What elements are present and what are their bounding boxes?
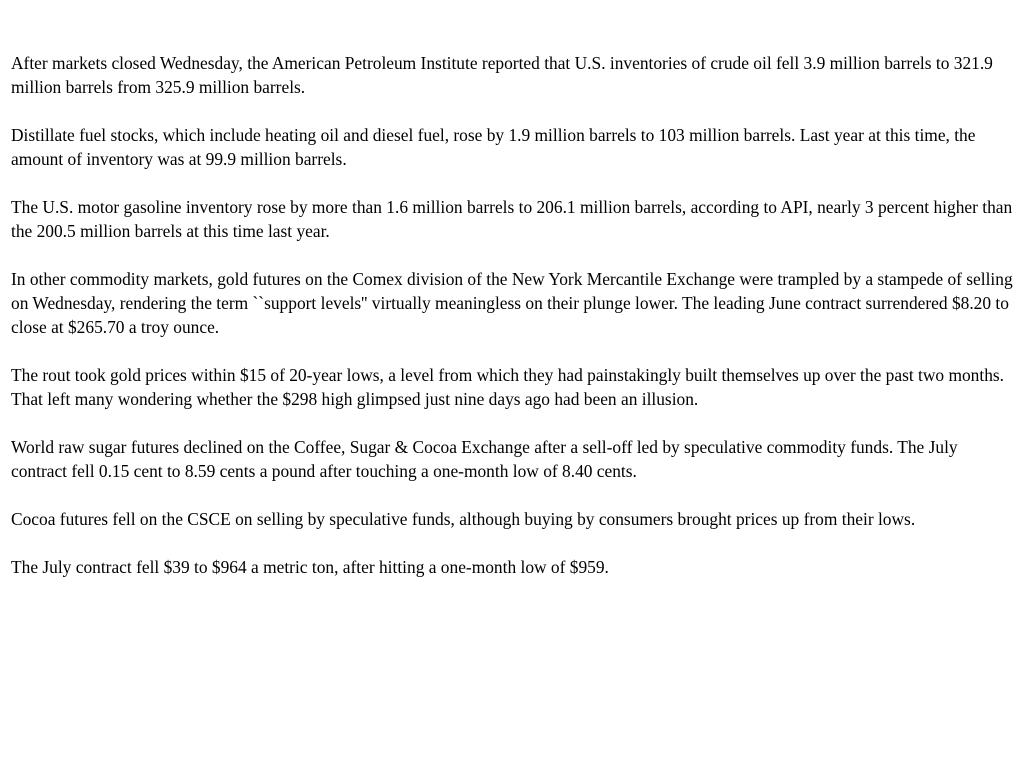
paragraph-sugar: World raw sugar futures declined on the Coffee, Sugar & Cocoa Exchange after a sell-off led by speculative commodity funds. The July contract fell 0.15 cent to 8.59 cents a pound after touching a one-month low of 8.40 cents. <box>11 437 958 481</box>
paragraph-cocoa-july: The July contract fell $39 to $964 a metric ton, after hitting a one-month low of $959. <box>11 557 609 577</box>
paragraph-crude-oil: After markets closed Wednesday, the American Petroleum Institute reported that U.S. inventories of crude oil fell 3.9 million barrels to 321.9 million barrels from 325.9 million barrels. <box>11 53 993 97</box>
paragraph-gold-futures: In other commodity markets, gold futures on the Comex division of the New York Mercantile Exchange were trampled by a stampede of selling on Wednesday, rendering the term ``support levels'' virtually meaningless on their plunge lower. The leading June contract surrendered $8.20 to close at $265.70 a troy ounce. <box>11 269 1013 337</box>
paragraph-distillate: Distillate fuel stocks, which include heating oil and diesel fuel, rose by 1.9 million barrels to 103 million barrels. Last year at this time, the amount of inventory was at 99.9 million barrels. <box>11 125 976 169</box>
paragraph-gold-rout: The rout took gold prices within $15 of 20-year lows, a level from which they had painstakingly built themselves up over the past two months. That left many wondering whether the $298 high glimpsed just nine days ago had been an illusion. <box>11 365 1005 409</box>
paragraph-cocoa: Cocoa futures fell on the CSCE on selling by speculative funds, although buying by consumers brought prices up from their lows. <box>11 509 916 529</box>
paragraph-gasoline: The U.S. motor gasoline inventory rose by more than 1.6 million barrels to 206.1 million barrels, according to API, nearly 3 percent higher than the 200.5 million barrels at this time last year. <box>11 197 1013 241</box>
